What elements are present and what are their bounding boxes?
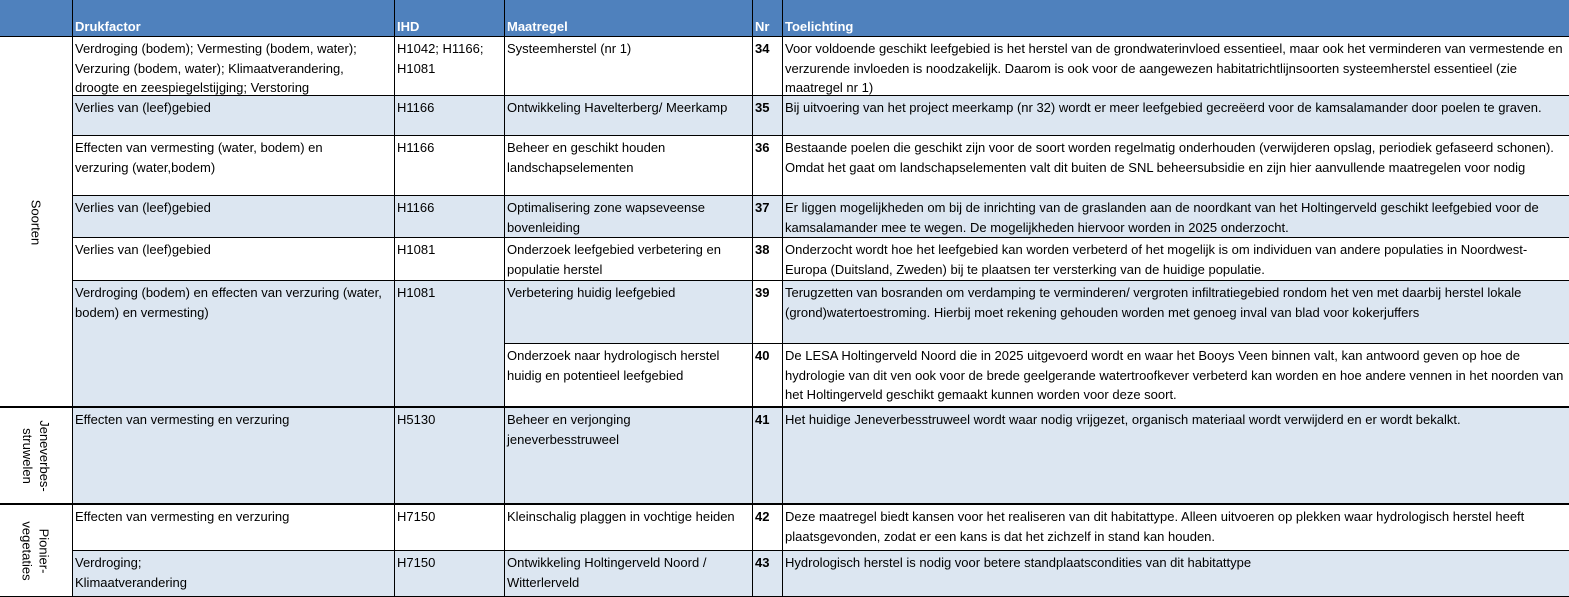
row-38-ihd: H1081 (397, 242, 436, 257)
group-soorten (0, 37, 72, 407)
group-soorten-label: Soorten (28, 199, 44, 245)
row-36-maatregel: Beheer en geschikt houden landschapselementen (507, 140, 666, 175)
row-41-drukfactor: Effecten van vermesting en verzuring (75, 412, 290, 427)
row-36-nr: 36 (755, 140, 770, 155)
row-34-maatregel: Systeemherstel (nr 1) (507, 41, 632, 56)
row-35-drukfactor: Verlies van (leef)gebied (75, 100, 211, 115)
grid-line (394, 0, 395, 597)
row-39-drukfactor: Verdroging (bodem) en effecten van verzuring (water, bodem) en vermesting) (75, 285, 382, 320)
grid-line (0, 503, 1569, 505)
row-35-ihd: H1166 (397, 100, 435, 115)
row-43-nr: 43 (755, 555, 770, 570)
grid-line (72, 280, 1569, 281)
header-nr: Nr (752, 0, 782, 36)
row-42-ihd: H7150 (397, 509, 436, 524)
row-36-ihd: H1166 (397, 140, 435, 155)
row-40-toelichting: De LESA Holtingerveld Noord die in 2025 uitgevoerd wordt en waar het Booys Veen binnen valt, kan antwoord geven op hoe de hydrologie van dit ven ook voor de brede geelgerande watertroofkever verbeterd kan worden en hoe andere vennen in het noorden van het Holtingerveld geschikt gemaakt kunnen worden voor deze soort. (785, 348, 1564, 402)
row-39-ihd: H1081 (397, 285, 436, 300)
grid-line (504, 0, 505, 597)
row-39-maatregel: Verbetering huidig leefgebied (507, 285, 676, 300)
row-36-toelichting: Bestaande poelen die geschikt zijn voor de soort worden regelmatig onderhouden (verwijderen opslag, periodiek gefaseerd schonen). Omdat het gaat om landschapselementen valt dit buiten de SNL beheersubsidie en zijn hier aanvullende maatregelen voor nodig (785, 140, 1554, 175)
row-41-maatregel: Beheer en verjonging jeneverbesstruweel (507, 412, 631, 447)
row-34-ihd: H1042; H1166; H1081 (397, 41, 484, 76)
row-34-nr: 34 (755, 41, 770, 56)
row-42-maatregel: Kleinschalig plaggen in vochtige heiden (507, 509, 735, 524)
row-38-toelichting: Onderzocht wordt hoe het leefgebied kan worden verbeterd of het mogelijk is om individuen van andere populaties in Noordwest-Europa (Duitsland, Zweden) bij te plaatsen ter versterking van de huidige populatie. (785, 242, 1528, 277)
row-43-maatregel: Ontwikkeling Holtingerveld Noord / Witterlerveld (507, 555, 707, 590)
row-38-nr: 38 (755, 242, 770, 257)
row-40-nr: 40 (755, 348, 770, 363)
grid-line (72, 0, 73, 597)
group-jeneverbesstruwelen (0, 408, 72, 504)
row-41-ihd: H5130 (397, 412, 436, 427)
grid-line (782, 0, 783, 597)
row-34-drukfactor: Verdroging (bodem); Vermesting (bodem, water); Verzuring (bodem, water); Klimaatverandering, droogte en zeespiegelstijging; Verstoring (75, 41, 357, 95)
grid-line (72, 550, 1569, 551)
group-pioniervegetaties-label: Pionier- vegetaties (19, 521, 52, 581)
row-39-toelichting: Terugzetten van bosranden om verdamping te verminderen/ vergroten infiltratiegebied rondom het ven met daarbij herstel lokale (grond)watertoestroming. Hierbij moet rekening gehouden worden met genoeg inval van blad voor kokerjuffers (785, 285, 1522, 320)
grid-line (72, 195, 1569, 196)
row-38-maatregel: Onderzoek leefgebied verbetering en populatie herstel (507, 242, 721, 277)
grid-line (72, 135, 1569, 136)
row-42-drukfactor: Effecten van vermesting en verzuring (75, 509, 290, 524)
row-37-drukfactor: Verlies van (leef)gebied (75, 200, 211, 215)
group-jeneverbesstruwelen-label: Jeneverbes- struwelen (19, 420, 52, 492)
header-drukfactor: Drukfactor (72, 0, 394, 36)
row-35-nr: 35 (755, 100, 770, 115)
grid-line (0, 406, 1569, 408)
grid-line (0, 36, 1569, 37)
grid-line (72, 95, 1569, 96)
row-40-maatregel: Onderzoek naar hydrologisch herstel huidig en potentieel leefgebied (507, 348, 720, 383)
row-38-drukfactor: Verlies van (leef)gebied (75, 242, 211, 257)
row-35-maatregel: Ontwikkeling Havelterberg/ Meerkamp (507, 100, 728, 115)
row-37-ihd: H1166 (397, 200, 435, 215)
row-34-toelichting: Voor voldoende geschikt leefgebied is het herstel van de grondwaterinvloed essentieel, maar ook het verminderen van vermestende en verzurende invloeden is noodzakelijk. Daarom is ook voor de aangewezen habitatrichtlijnsoorten systeemherstel essentieel (zie maatregel nr 1) (785, 41, 1563, 95)
grid-line (72, 237, 1569, 238)
row-41-nr: 41 (755, 412, 770, 427)
header-toelichting: Toelichting (782, 0, 1569, 36)
row-43-drukfactor: Verdroging; Klimaatverandering (75, 555, 188, 590)
row-37-nr: 37 (755, 200, 770, 215)
row-37-toelichting: Er liggen mogelijkheden om bij de inrichting van de graslanden aan de noordkant van het Holtingerveld geschikt leefgebied voor de kamsalamander mee te wegen. De mogelijkheden hiervoor worden in 2025 onderzocht. (785, 200, 1539, 235)
row-37-maatregel: Optimalisering zone wapseveense bovenleiding (507, 200, 705, 235)
grid-line (504, 343, 1569, 344)
row-42-nr: 42 (755, 509, 770, 524)
row-42-toelichting: Deze maatregel biedt kansen voor het realiseren van dit habitattype. Alleen uitvoeren op plekken waar hydrologisch herstel heeft plaatsgevonden, zodat er een kans is dat het zichzelf in stand kan houden. (785, 509, 1525, 544)
header-maatregel: Maatregel (504, 0, 752, 36)
grid-line (752, 0, 753, 597)
row-35-toelichting: Bij uitvoering van het project meerkamp (nr 32) wordt er meer leefgebied gecreëerd voor de kamsalamander door poelen te graven. (785, 100, 1542, 115)
row-39-nr: 39 (755, 285, 770, 300)
group-pioniervegetaties (0, 505, 72, 597)
row-36-drukfactor: Effecten van vermesting (water, bodem) en verzuring (water,bodem) (75, 140, 323, 175)
header-ihd: IHD (394, 0, 504, 36)
row-43-ihd: H7150 (397, 555, 436, 570)
row-43-toelichting: Hydrologisch herstel is nodig voor betere standplaatscondities van dit habitattype (785, 555, 1252, 570)
row-41-toelichting: Het huidige Jeneverbesstruweel wordt waar nodig vrijgezet, organisch materiaal wordt verwijderd en er wordt bekalkt. (785, 412, 1461, 427)
